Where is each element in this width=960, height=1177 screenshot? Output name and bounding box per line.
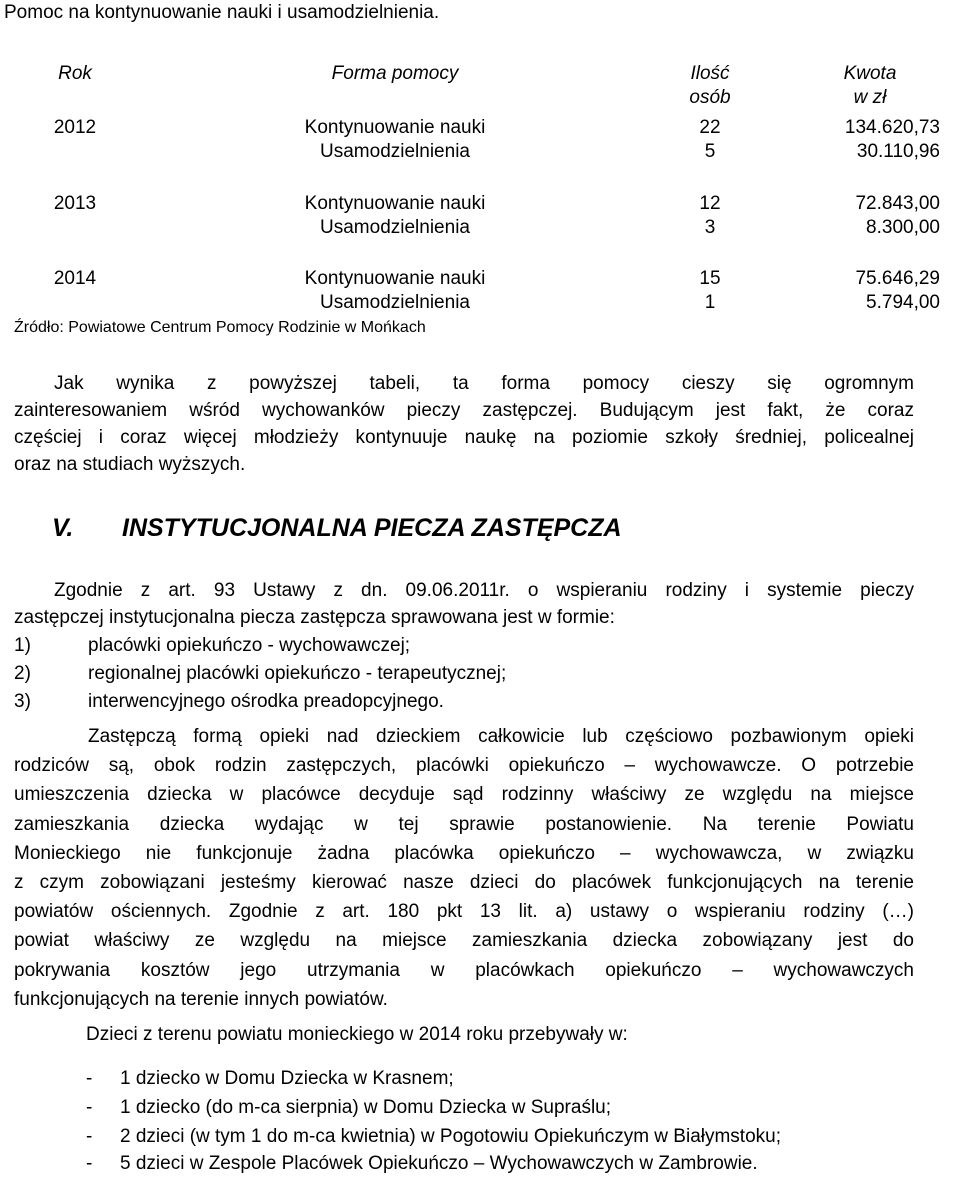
table-header-year: Rok xyxy=(58,63,92,84)
table-row-year: 2013 xyxy=(53,193,97,214)
text-line: zastępczej instytucjonalna piecza zastępcza sprawowana jest w formie: xyxy=(14,607,615,628)
list-item: 2) regionalnej placówki opiekuńczo - terapeutycznej; xyxy=(14,663,507,684)
table-row-amount: 8.300,00 xyxy=(866,217,940,238)
table-row-year: 2014 xyxy=(53,268,97,289)
text-line: oraz na studiach wyższych. xyxy=(14,454,246,475)
table-row-amount: 75.646,29 xyxy=(855,268,940,289)
list-item: - 5 dzieci w Zespole Placówek Opiekuńczo – Wychowawczych w Zambrowie. xyxy=(86,1153,758,1174)
table-header-form: Forma pomocy xyxy=(331,63,459,84)
table-row-qty: 22 xyxy=(699,117,721,138)
text-line: Zgodnie z art. 93 Ustawy z dn. 09.06.2011r. o wspieraniu rodziny i systemie pieczy xyxy=(54,580,914,601)
list-item: 1) placówki opiekuńczo - wychowawczej; xyxy=(14,635,411,656)
table-row-form: Usamodzielnienia xyxy=(320,217,470,238)
text-line: funkcjonujących na terenie innych powiatów. xyxy=(14,988,388,1010)
table-row-qty: 1 xyxy=(704,292,716,313)
table-row-form: Kontynuowanie nauki xyxy=(304,117,486,138)
text-line: powiat właściwy ze względu na miejsce zamieszkania dziecka zobowiązany jest do xyxy=(14,930,914,952)
table-row-qty: 3 xyxy=(704,217,716,238)
table-header-amount: Kwota xyxy=(843,63,897,84)
table-header-qty: Ilość xyxy=(690,63,730,84)
text-line: umieszczenia dziecka w placówce decyduje sąd rodzinny właściwy ze względu na miejsce xyxy=(14,784,914,806)
paragraph-placement xyxy=(14,722,914,1014)
text-line: Monieckiego nie funkcjonuje żadna placówka opiekuńczo – wychowawcza, w związku xyxy=(14,842,914,864)
table-row-form: Usamodzielnienia xyxy=(320,141,470,162)
table-row-qty: 15 xyxy=(699,268,721,289)
text-line: Zastępczą formą opieki nad dzieckiem całkowicie lub częściowo pozbawionym opieki xyxy=(88,726,914,747)
table-row-qty: 12 xyxy=(699,193,721,214)
section-number: V. xyxy=(52,514,74,542)
list-item: - 1 dziecko w Domu Dziecka w Krasnem; xyxy=(86,1068,454,1089)
paragraph-summary xyxy=(14,370,914,478)
paragraph-children-intro: Dzieci z terenu powiatu monieckiego w 2014 roku przebywały w: xyxy=(86,1024,628,1045)
list-item: 3) interwencyjnego ośrodka preadopcyjnego. xyxy=(14,691,444,712)
table-row-form: Usamodzielnienia xyxy=(320,292,470,313)
table-row-amount: 5.794,00 xyxy=(866,292,940,313)
text-line: rodziców są, obok rodzin zastępczych, placówki opiekuńczo – wychowawcze. O potrzebie xyxy=(14,755,914,777)
paragraph-legal-basis xyxy=(14,577,914,631)
text-line: zamieszkania dziecka wydając w tej sprawie postanowienie. Na terenie Powiatu xyxy=(14,813,914,835)
table-row-amount: 72.843,00 xyxy=(855,193,940,214)
table-header-qty-unit: osób xyxy=(689,87,731,108)
table-row-qty: 5 xyxy=(704,141,716,162)
list-item: - 2 dzieci (w tym 1 do m-ca kwietnia) w Pogotowiu Opiekuńczym w Białymstoku; xyxy=(86,1126,782,1147)
table-row-amount: 134.620,73 xyxy=(844,117,940,138)
table-row-form: Kontynuowanie nauki xyxy=(304,268,486,289)
table-row-amount: 30.110,96 xyxy=(856,141,940,162)
text-line: zainteresowaniem wśród wychowanków pieczy zastępczej. Budującym jest fakt, że coraz xyxy=(14,400,914,421)
table-header-amount-unit: w zł xyxy=(853,87,887,108)
text-line: z czym zobowiązani jesteśmy kierować nasze dzieci do placówek funkcjonujących na terenie xyxy=(14,872,914,894)
text-line: częściej i coraz więcej młodzieży kontynuuje naukę na poziomie szkoły średniej, policealnej xyxy=(14,427,914,448)
text-line: pokrywania kosztów jego utrzymania w placówkach opiekuńczo – wychowawczych xyxy=(14,959,914,981)
section-title: INSTYTUCJONALNA PIECZA ZASTĘPCZA xyxy=(122,514,622,542)
section-heading xyxy=(52,514,622,543)
text-line: Jak wynika z powyższej tabeli, ta forma pomocy cieszy się ogromnym xyxy=(54,373,914,394)
list-item: - 1 dziecko (do m-ca sierpnia) w Domu Dziecka w Supraślu; xyxy=(86,1097,612,1118)
text-line: powiatów ościennych. Zgodnie z art. 180 pkt 13 lit. a) ustawy o wspieraniu rodziny (…) xyxy=(14,901,914,923)
table-row-year: 2012 xyxy=(53,117,97,138)
table-source-note: Źródło: Powiatowe Centrum Pomocy Rodzinie w Mońkach xyxy=(14,319,426,336)
table-row-form: Kontynuowanie nauki xyxy=(304,193,486,214)
section-intro: Pomoc na kontynuowanie nauki i usamodzielnienia. xyxy=(4,2,440,23)
